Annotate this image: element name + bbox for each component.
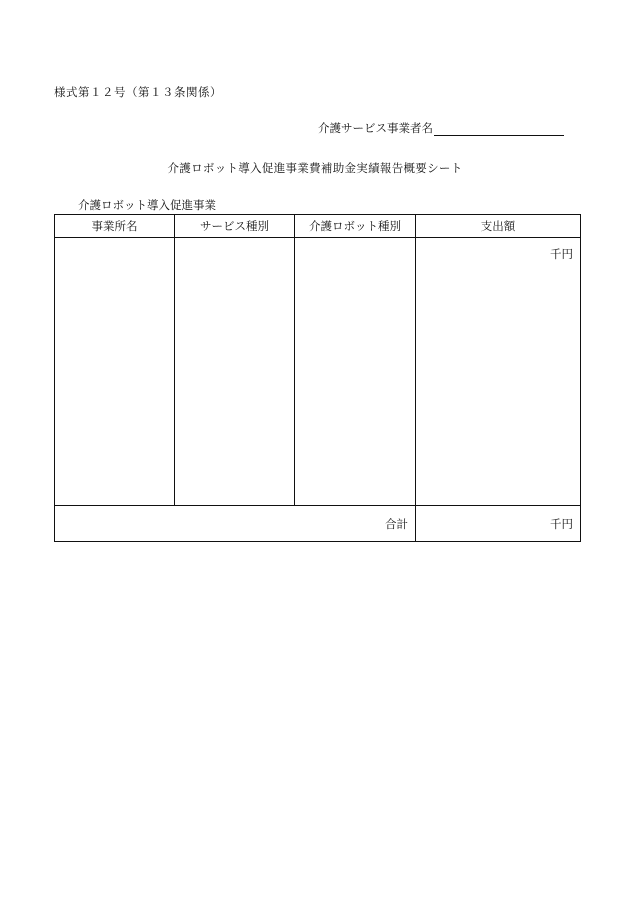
total-row bbox=[55, 506, 581, 542]
operator-name-field[interactable] bbox=[434, 121, 564, 136]
office-name-cell[interactable] bbox=[55, 238, 175, 506]
expenditure-unit: 千円 bbox=[550, 247, 573, 261]
form-number: 様式第１２号（第１３条関係） bbox=[54, 85, 222, 99]
header-office-name: 事業所名 bbox=[55, 215, 175, 238]
section-label: 介護ロボット導入促進事業 bbox=[78, 198, 216, 212]
total-amount-cell[interactable] bbox=[416, 506, 581, 542]
service-type-cell[interactable] bbox=[175, 238, 295, 506]
header-service-type: サービス種別 bbox=[175, 215, 295, 238]
total-label: 合計 bbox=[385, 516, 408, 531]
expenditure-cell[interactable] bbox=[416, 238, 581, 506]
operator-name-label: 介護サービス事業者名 bbox=[318, 121, 433, 135]
table-row bbox=[55, 238, 581, 506]
report-table bbox=[54, 214, 581, 542]
robot-type-cell[interactable] bbox=[295, 238, 416, 506]
header-expenditure: 支出額 bbox=[416, 215, 581, 238]
document-title: 介護ロボット導入促進事業費補助金実績報告概要シート bbox=[167, 161, 463, 175]
total-label-cell bbox=[55, 506, 416, 542]
total-unit: 千円 bbox=[550, 516, 573, 531]
table-header-row bbox=[55, 215, 581, 238]
header-robot-type: 介護ロボット種別 bbox=[295, 215, 416, 238]
operator-name-line bbox=[318, 120, 564, 136]
